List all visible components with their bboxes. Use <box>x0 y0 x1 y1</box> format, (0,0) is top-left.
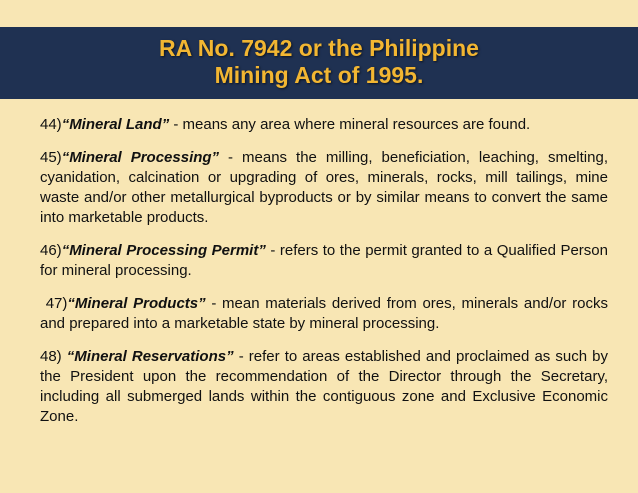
definition-number: 46) <box>40 242 62 259</box>
definition-term: “Mineral Processing” <box>61 149 220 166</box>
definition-46 <box>40 241 608 281</box>
definitions-list <box>40 115 608 440</box>
definition-44 <box>40 115 608 135</box>
definition-number: 48) <box>40 348 67 365</box>
definition-term: “Mineral Land” <box>61 116 170 133</box>
definition-48 <box>40 347 608 427</box>
title-banner <box>0 27 638 99</box>
definition-text: - mean materials derived from ores, minerals and/or rocks and prepared into a marketable state by mineral processing. <box>40 295 608 332</box>
definition-text: - refer to areas established and proclaimed as such by the President upon the recommendation of the Director through the Secretary, including all submerged lands within the contiguous zone and Exclusive Economic Zone. <box>40 348 608 425</box>
definition-text: - means the milling, beneficiation, leaching, smelting, cyanidation, calcination or upgrading of ores, minerals, rocks, mill tailings, mine waste and/or other metallurgical byproducts or by similar means to convert the same into marketable products. <box>40 149 608 226</box>
definition-term: “Mineral Products” <box>67 295 206 312</box>
definition-text: - refers to the permit granted to a Qualified Person for mineral processing. <box>40 242 608 279</box>
definition-45 <box>40 148 608 228</box>
definition-term: “Mineral Processing Permit” <box>61 242 266 259</box>
definition-text: - means any area where mineral resources are found. <box>169 116 531 133</box>
definition-number: 44) <box>40 116 62 133</box>
slide-title-line-1: RA No. 7942 or the Philippine <box>159 35 479 61</box>
definition-number: 45) <box>40 149 62 166</box>
definition-47 <box>40 294 608 334</box>
definition-term: “Mineral Reservations” <box>66 348 234 365</box>
definition-number: 47) <box>40 295 68 312</box>
slide-title-line-2: Mining Act of 1995. <box>214 62 424 88</box>
